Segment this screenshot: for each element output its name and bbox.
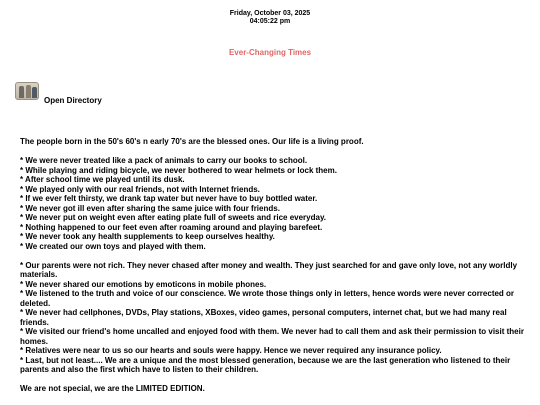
- article-closing: We are not special, we are the LIMITED EDITION.: [20, 384, 205, 393]
- list-item: * Last, but not least.... We are a unique and the most blessed generation, because we are the last generation who listened to their parents and also the first which have to listen to their children.: [20, 355, 511, 374]
- list-item: * We never shared our emotions by emoticons in mobile phones.: [20, 279, 267, 289]
- generation-list: [20, 261, 525, 375]
- list-item: * We never had cellphones, DVDs, Play stations, XBoxes, video games, personal computers, internet chat, but we had many real friends.: [20, 308, 507, 327]
- article-body: [20, 137, 525, 394]
- date-time-header: [0, 10, 540, 26]
- current-time: 04:05:22 pm: [249, 18, 291, 25]
- list-item: * Nothing happened to our feet even after roaming around and playing barefeet.: [20, 222, 323, 232]
- list-item: * We played only with our real friends, not with Internet friends.: [20, 184, 260, 194]
- list-item: * We never got ill even after sharing the same juice with four friends.: [20, 203, 280, 213]
- list-item: * If we ever felt thirsty, we drank tap water but never have to buy bottled water.: [20, 194, 318, 203]
- list-item: * We never took any health supplements to keep ourselves healthy.: [20, 232, 275, 241]
- article-intro: The people born in the 50's 60's n early 70's are the blessed ones. Our life is a living proof.: [20, 137, 364, 146]
- list-item: * We visited our friend's home uncalled and enjoyed food with them. We never had to call them and ask their permission to visit their homes.: [20, 327, 524, 346]
- list-item: * While playing and riding bicycle, we never bothered to wear helmets or lock them.: [20, 165, 337, 175]
- list-item: * We never put on weight even after eating plate full of sweets and rice everyday.: [20, 213, 327, 222]
- people-photo-icon[interactable]: [15, 82, 39, 100]
- current-date: Friday, October 03, 2025: [229, 10, 311, 17]
- site-title: Ever-Changing Times: [228, 48, 312, 57]
- list-item: * Relatives were near to us so our hearts and souls were happy. Hence we never required any insurance policy.: [20, 346, 442, 355]
- list-item: * We were never treated like a pack of animals to carry our books to school.: [20, 156, 308, 165]
- list-item: * After school time we played until its dusk.: [20, 175, 185, 184]
- list-item: * We listened to the truth and voice of our conscience. We wrote those things only in letters, hence words were never corrected or deleted.: [20, 289, 515, 308]
- memories-list: [20, 156, 525, 251]
- list-item: * Our parents were not rich. They never chased after money and wealth. They just searched for and gave only love, not any worldly materials.: [20, 260, 518, 279]
- open-directory-link[interactable]: Open Directory: [44, 96, 102, 105]
- list-item: * We created our own toys and played with them.: [20, 241, 206, 251]
